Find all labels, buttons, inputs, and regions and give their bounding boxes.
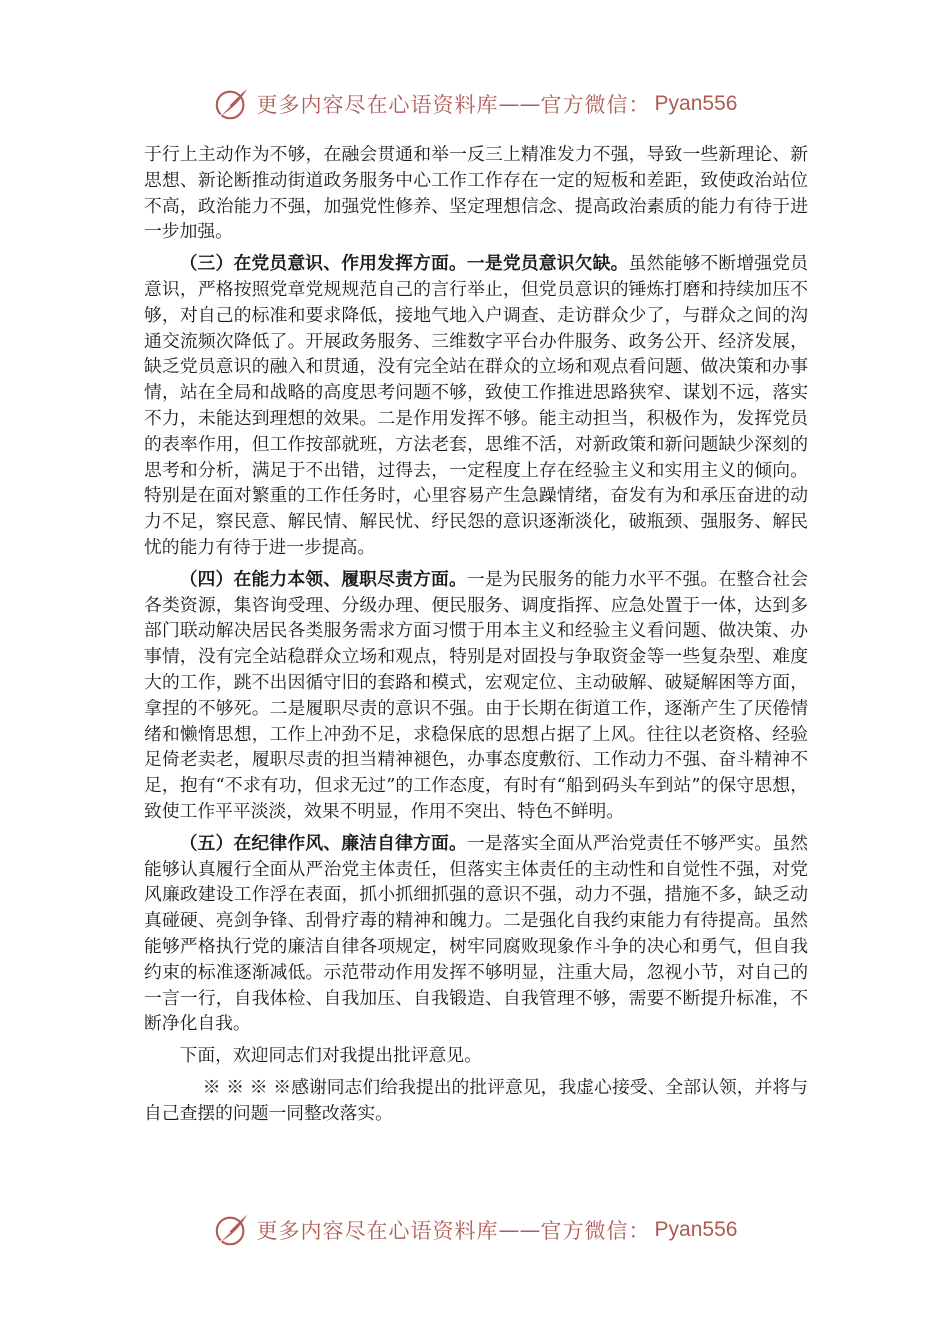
banner-label: 官方微信： xyxy=(540,93,651,117)
paragraph-invite-criticism: 下面，欢迎同志们对我提出批评意见。 xyxy=(179,1045,482,1067)
header-banner xyxy=(0,82,950,126)
banner-text: 更多内容尽在心语资料库 xyxy=(256,1219,499,1243)
paragraph-continuation: 于行上主动作为不够，在融会贯通和举一反三上精准发力不强，导致一些新理论、新思想、新论断推动街道政务服务中心工作工作存在一定的短板和差距，致使政治站位不高，政治能力不强，加强党性修养、坚定理想信念、提高政治素质的能力有待于进一步加强。 xyxy=(144,144,808,243)
section-3-body: 虽然能够不断增强党员意识，严格按照党章党规规范自己的言行举止，但党员意识的锤炼打磨和持续加压不够，对自己的标准和要求降低，接地气地入户调查、走访群众少了，与群众之间的沟通交流频次降低了。开展政务服务、三维数字平台办件服务、政务公开、经济发展，缺乏党员意识的融入和贯通，没有完全站在群众的立场和观点看问题、做决策和办事情，站在全局和战略的高度思考问题不够，致使工作推进思路狭窄、谋划不远，落实不力，未能达到理想的效果。二是作用发挥不够。能主动担当，积极作为，发挥党员的表率作用，但工作按部就班，方法老套，思维不活，对新政策和新问题缺少深刻的思考和分析，满足于不出错，过得去，一定程度上存在经验主义和实用主义的倾向。特别是在面对繁重的工作任务时，心里容易产生急躁情绪，奋发有为和承压奋进的动力不足，察民意、解民情、解民忧、纾民怨的意识逐渐淡化，破瓶颈、强服务、解民忧的能力有待于进一步提高。 xyxy=(144,253,808,558)
banner-separator: —— xyxy=(498,1218,541,1242)
feather-pen-logo-icon xyxy=(213,85,251,123)
section-4-body: 一是为民服务的能力水平不强。在整合社会各类资源，集咨询受理、分级办理、便民服务、调度指挥、应急处置于一体，达到多部门联动解决居民各类服务需求方面习惯于用本主义和经验主义看问题、做决策、办事情，没有完全站稳群众立场和观点，特别是对固投与争取资金等一些复杂型、难度大的工作，跳不出因循守旧的套路和模式，宏观定位、主动破解、破疑解困等方面，拿捏的不够死。二是履职尽责的意识不强。由于长期在街道工作，逐渐产生了厌倦情绪和懒惰思想，工作上冲劲不足，求稳保底的思想占据了上风。往往以老资格、经验足倚老卖老，履职尽责的担当精神褪色，办事态度敷衍、工作动力不强、奋斗精神不足，抱有“不求有功，但求无过”的工作态度，有时有“船到码头车到站”的保守思想，致使工作平平淡淡，效果不明显，作用不突出、特色不鲜明。 xyxy=(144,568,808,822)
paragraph-closing: ※ ※ ※ ※感谢同志们给我提出的批评意见，我虚心接受、全部认领，并将与自己查摆的问题一同整改落实。 xyxy=(144,1076,808,1124)
paragraph-section-3 xyxy=(144,251,808,561)
feather-pen-logo-icon xyxy=(213,1211,251,1249)
banner-text: 更多内容尽在心语资料库 xyxy=(256,93,499,117)
footer-banner xyxy=(0,1208,950,1252)
section-3-heading: （三）在党员意识、作用发挥方面。一是党员意识欠缺。 xyxy=(179,253,629,275)
document-body xyxy=(144,142,808,1132)
banner-wechat-id: Pyan556 xyxy=(654,1218,738,1241)
banner-label: 官方微信： xyxy=(540,1219,651,1243)
banner-wechat-id: Pyan556 xyxy=(654,92,738,115)
paragraph-section-5 xyxy=(144,831,808,1037)
section-4-heading: （四）在能力本领、履职尽责方面。 xyxy=(179,568,467,590)
section-5-heading: （五）在纪律作风、廉洁自律方面。 xyxy=(179,832,467,854)
section-5-body: 一是落实全面从严治党责任不够严实。虽然能够认真履行全面从严治党主体责任，但落实主体责任的主动性和自觉性不强，对党风廉政建设工作浮在表面，抓小抓细抓强的意识不强，动力不强，措施不多，缺乏动真碰硬、亮剑争锋、刮骨疗毒的精神和魄力。二是强化自我约束能力有待提高。虽然能够严格执行党的廉洁自律各项规定，树牢同腐败现象作斗争的决心和勇气，但自我约束的标准逐渐减低。示范带动作用发挥不够明显，注重大局，忽视小节，对自己的一言一行，自我体检、自我加压、自我锻造、自我管理不够，需要不断提升标准，不断净化自我。 xyxy=(144,832,808,1035)
paragraph-section-4 xyxy=(144,567,808,825)
banner-separator: —— xyxy=(498,92,541,116)
